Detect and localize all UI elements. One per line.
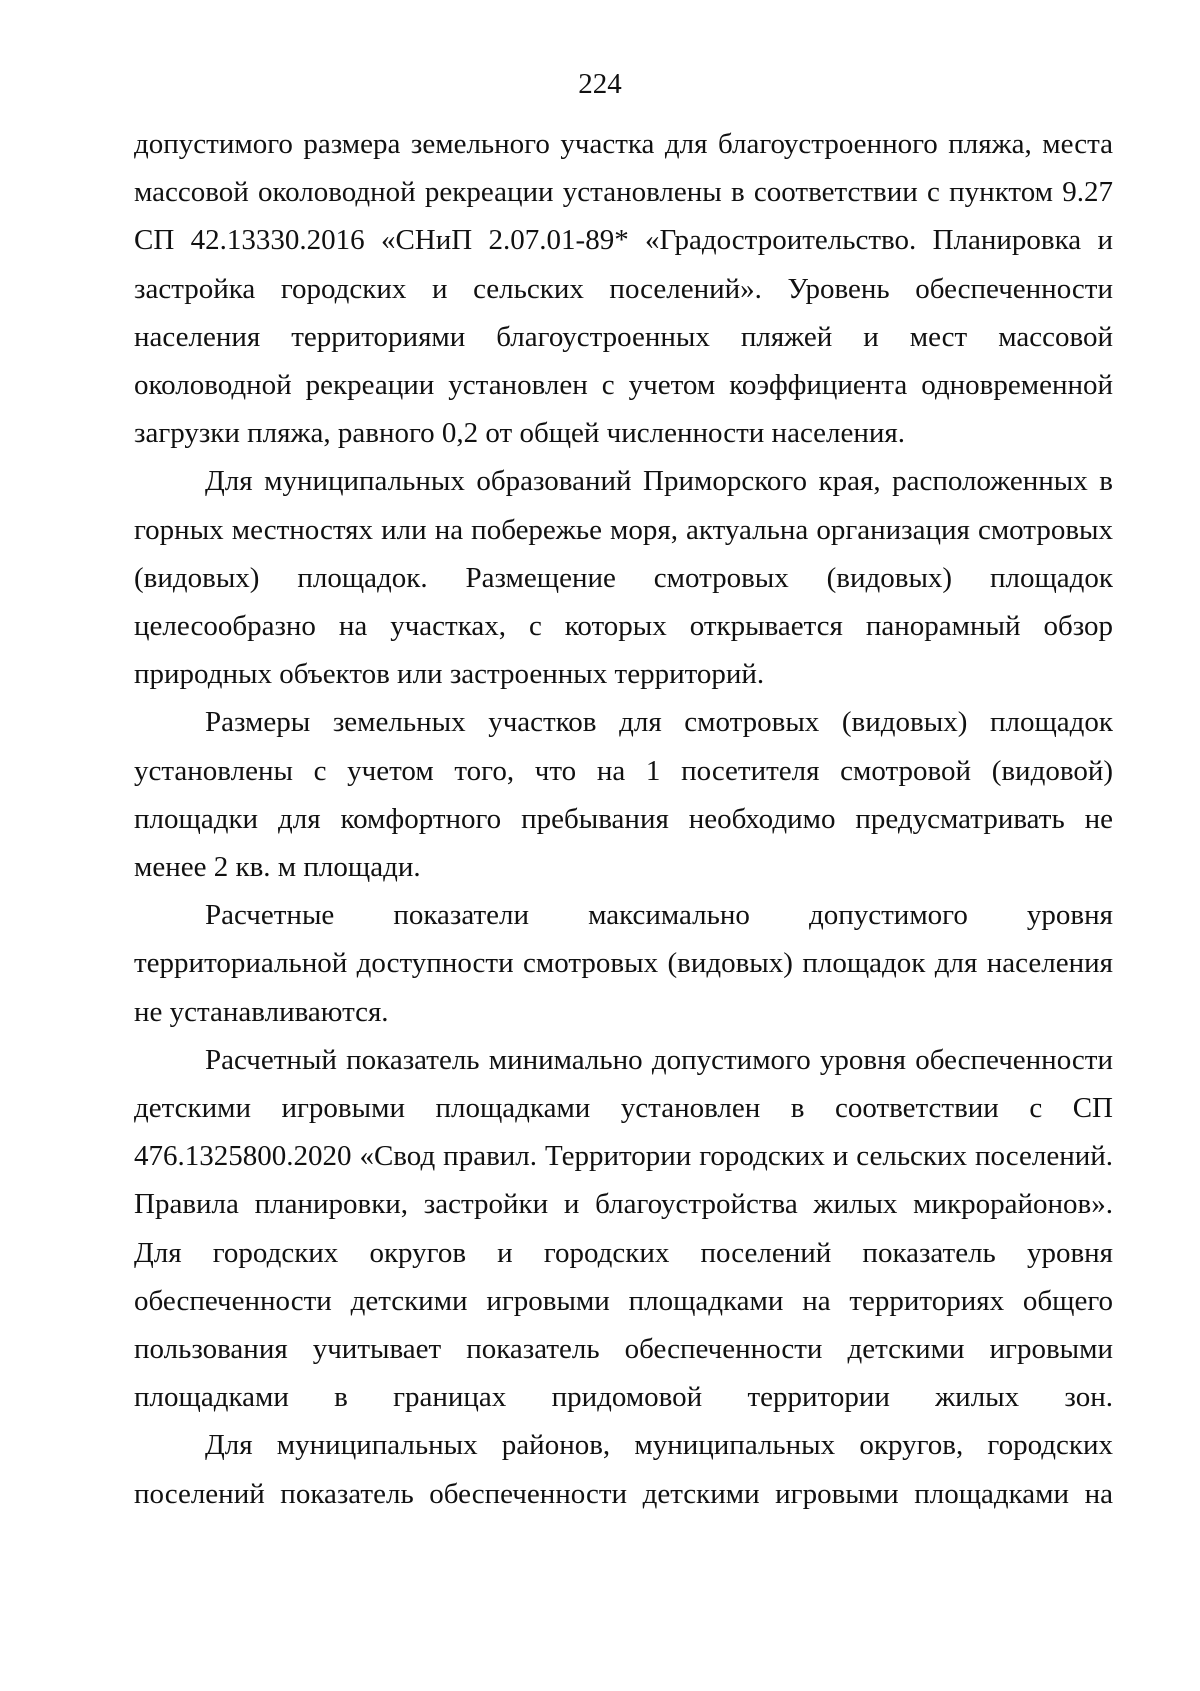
paragraph-beach-recreation — [134, 120, 1113, 457]
text-line: Размеры земельных участков для смотровых (видовых) площадок — [205, 706, 1113, 739]
paragraph-accessibility — [134, 891, 1113, 1036]
text-line: общего пользования учитывает показатель обеспеченности детскими игровыми — [134, 1284, 1114, 1366]
text-line: детскими игровыми площадками установлен в соответствии — [134, 1092, 999, 1125]
text-line: Расчетный показатель минимально допустимого уровня обеспеченности — [205, 1043, 1113, 1076]
text-line: поселений. Правила планировки, застройки и благоустройства жилых — [134, 1140, 1114, 1221]
page-number: 224 — [578, 68, 622, 100]
text-line: населения территориями благоустроенных пляжей и мест массовой — [134, 320, 1113, 353]
text-line: в горных местностях или на побережье моря, актуальна организация смотровых — [134, 465, 1113, 546]
text-line: Расчетные показатели максимально допустимого уровня — [205, 899, 1113, 932]
text-line: микрорайонов». Для городских округов и городских поселений показатель — [134, 1188, 1113, 1269]
text-line: не устанавливаются. — [134, 995, 389, 1028]
text-line: территориальной доступности смотровых (видовых) площадок для населения — [134, 947, 1113, 980]
paragraph-platform-sizes — [134, 698, 1113, 891]
text-line: поселений показатель обеспеченности детскими игровыми площадками на — [134, 1477, 1113, 1510]
paragraph-playgrounds — [134, 1036, 1113, 1422]
paragraph-municipal-districts — [134, 1421, 1113, 1517]
text-line: целесообразно на участках, с которых открывается панорамный обзор — [134, 610, 1113, 643]
text-line: Для муниципальных районов, муниципальных округов, городских — [205, 1429, 1113, 1462]
text-line: Для муниципальных образований Приморского края, расположенных — [205, 465, 1088, 498]
text-line: уровня обеспеченности детскими игровыми площадками на территориях — [134, 1236, 1114, 1317]
text-line: установлены с учетом того, что на 1 посетителя смотровой (видовой) площадки — [134, 754, 1113, 835]
text-line: и застройка городских и сельских поселений». Уровень обеспеченности — [134, 224, 1114, 305]
text-line: допустимого размера земельного участка для благоустроенного пляжа, места — [134, 128, 1113, 160]
text-line: загрузки пляжа, равного 0,2 от общей численности населения. — [134, 417, 906, 450]
text-line: СП 42.13330.2016 «СНиП 2.07.01-89* «Градостроительство. Планировка — [134, 224, 1082, 257]
document-body — [134, 120, 1113, 1518]
text-line: площади. — [303, 851, 421, 884]
text-line: природных объектов или застроенных территорий. — [134, 658, 765, 691]
paragraph-viewing-platforms — [134, 457, 1113, 698]
text-line: околоводной рекреации установлен с учетом коэффициента одновременной — [134, 369, 1113, 402]
text-line: для комфортного пребывания необходимо предусматривать не менее 2 кв. м — [134, 802, 1113, 884]
text-line: массовой околоводной рекреации установлены в соответствии с пунктом 9.27 — [134, 176, 1113, 209]
text-line: с СП 476.1325800.2020 «Свод правил. Территории городских и сельских — [134, 1092, 1113, 1173]
text-line: площадками в границах придомовой территории жилых зон. — [134, 1381, 1113, 1414]
text-line: (видовых) площадок. Размещение смотровых (видовых) площадок — [134, 561, 1113, 594]
